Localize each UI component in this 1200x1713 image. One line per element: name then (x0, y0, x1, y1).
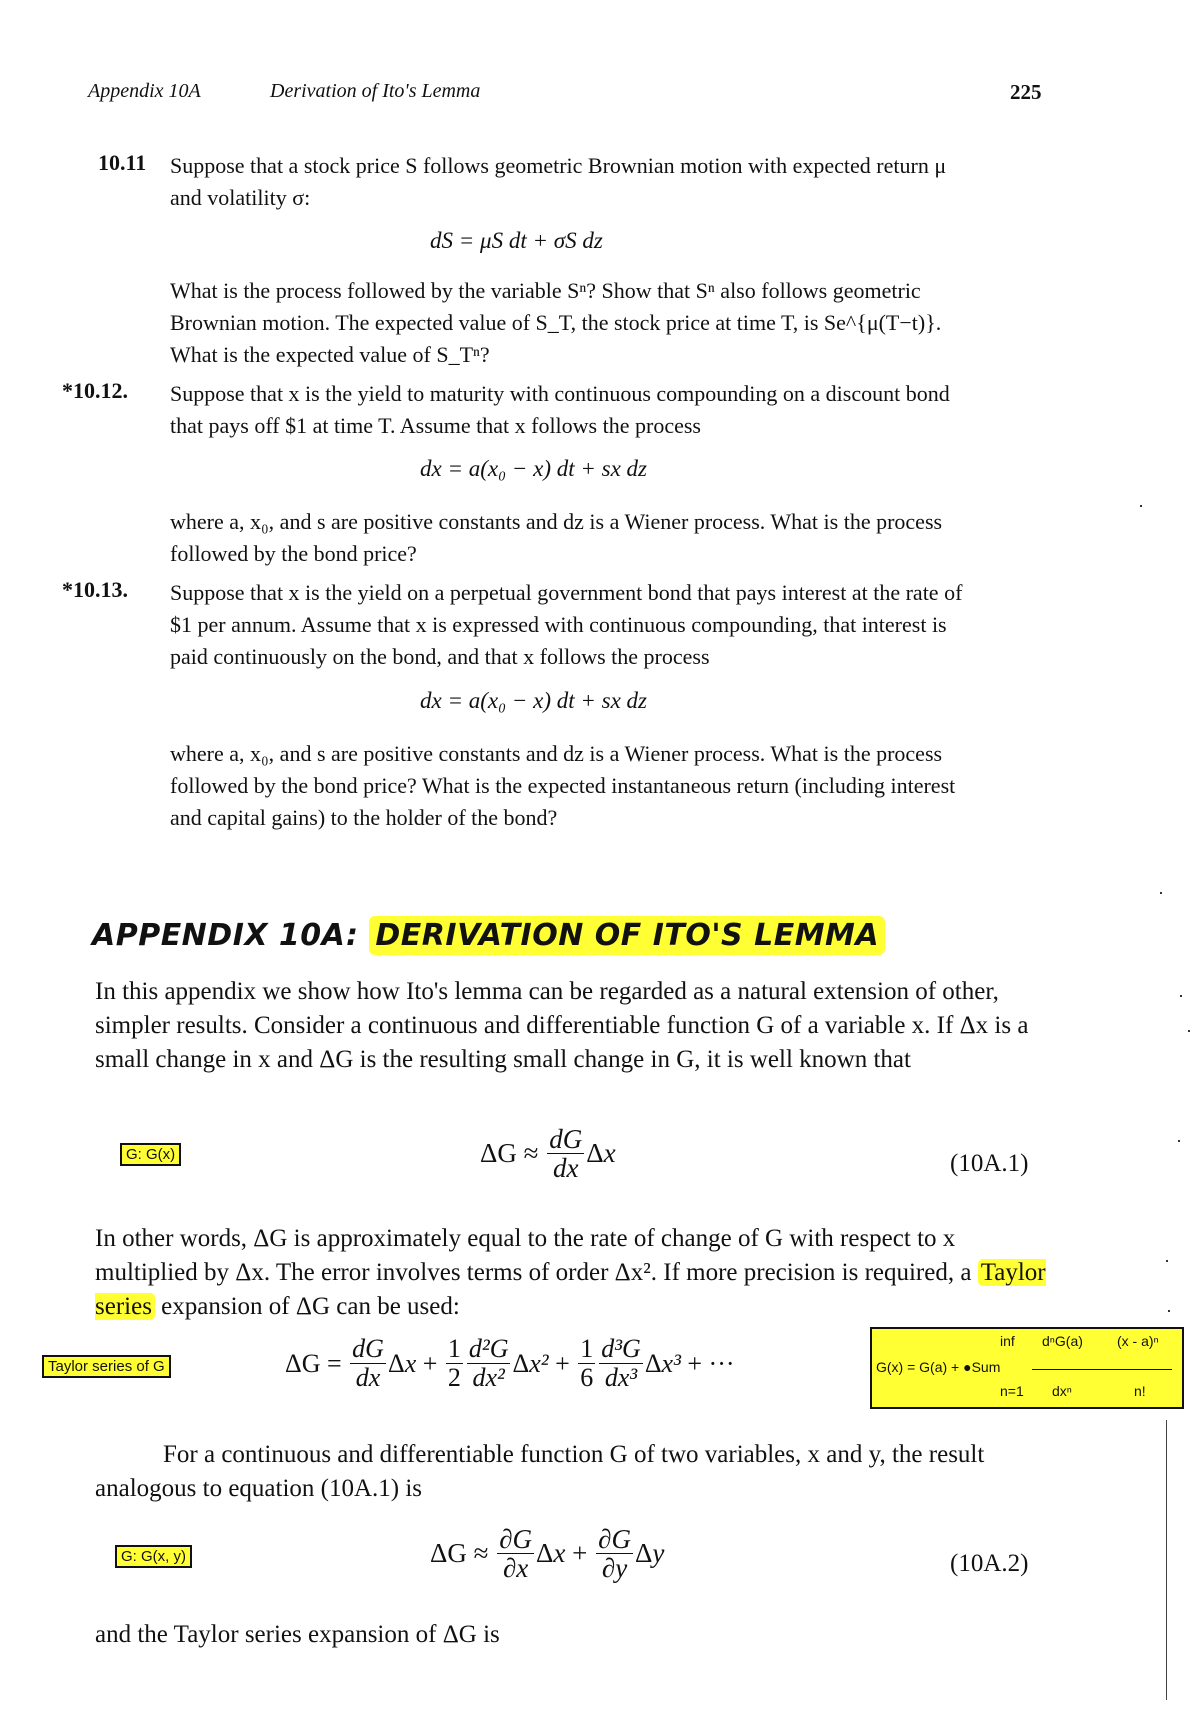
equation: dx = a(x₀ − x) dt + sx dz (420, 456, 648, 481)
paragraph: For a continuous and differentiable function G of two variables, x and y, the result analogous to equation (10A.1) is (95, 1441, 985, 1502)
problem-number: *10.12. (62, 378, 128, 403)
problem-text: Suppose that x is the yield on a perpetual government bond that pays interest at the rate of $1 per annum. Assume that x is expressed with continuous compounding, that interest is paid continuously on the bond, and that x follows the process (170, 580, 963, 669)
note-text: dxⁿ (1052, 1383, 1072, 1399)
annotation-note: G: G(x) (120, 1143, 181, 1166)
note-text: n! (1134, 1383, 1146, 1399)
equation: dS = μS dt + σS dz (430, 228, 603, 253)
problem-text: where a, x₀, and s are positive constants and dz is a Wiener process. What is the process followed by the bond price? What is the expected instantaneous return (including interest and capital gains) to the holder of the bond? (170, 741, 956, 830)
equation-10a2: ΔG ≈ $\frac{\partial G}{\partial x}$ Δ x + $\frac{\partial G}{\partial y}$ Δ y (430, 1524, 665, 1583)
note-text: dⁿG(a) (1042, 1333, 1083, 1349)
taylor-formula-note (870, 1327, 1184, 1409)
paragraph-text: expansion of ΔG can be used: (161, 1293, 460, 1320)
heading-prefix: APPENDIX 10A: (92, 918, 359, 953)
problem-number: *10.13. (62, 577, 128, 602)
annotation-note: Taylor series of G (42, 1355, 171, 1378)
equation-10a1: ΔG ≈ $\frac{dG}{dx}$ Δ x (480, 1124, 616, 1183)
note-text: G(x) = G(a) + ●Sum (876, 1359, 1001, 1375)
paragraph: and the Taylor series expansion of ΔG is (95, 1621, 500, 1648)
equation-number: (10A.1) (950, 1150, 1029, 1177)
problem-text: Suppose that a stock price S follows geometric Brownian motion with expected return μ and volatility σ: (170, 153, 947, 210)
taylor-expansion: ΔG = $\frac{dG}{dx}$ Δ x + $\frac{1}{2}$ $\frac{\text{d²G}}{\text{dx²}}$ Δ x² + $\frac{1}{6}$ $\frac{\text{d³G}}{\text{dx³}}$ Δ x³ + ··· (285, 1334, 735, 1392)
problem-text: What is the process followed by the variable Sⁿ? Show that Sⁿ also follows geometric Brownian motion. The expected value of S_T, the stock price at time T, is Se^{μ(T−t)}. What is the expected value of S_Tⁿ? (170, 278, 942, 367)
fraction-line (1032, 1369, 1172, 1370)
heading-highlight: DERIVATION OF ITO'S LEMMA (369, 916, 885, 955)
paragraph (95, 1222, 1055, 1324)
problem-text: Suppose that x is the yield to maturity with continuous compounding on a discount bond that pays off $1 at time T. Assume that x follows the process (170, 381, 950, 438)
annotation-note: G: G(x, y) (115, 1545, 192, 1568)
note-text: n=1 (1000, 1383, 1024, 1399)
running-header-title: Derivation of Ito's Lemma (270, 80, 481, 102)
paragraph: In this appendix we show how Ito's lemma can be regarded as a natural extension of other, simpler results. Consider a continuous and differentiable function G of a variable x. If Δx is a small change in x and ΔG is the resulting small change in G, it is well known that (95, 978, 1029, 1073)
section-heading (92, 918, 885, 953)
problem-number: 10.11 (98, 150, 147, 175)
note-text: inf (1000, 1333, 1015, 1349)
highlight-taylor: Taylor series (95, 1259, 1046, 1320)
equation-number: (10A.2) (950, 1550, 1029, 1577)
paragraph-text: In other words, ΔG is approximately equal to the rate of change of G with respect to x multiplied by Δx. The error involves terms of order Δx². If more precision is required, a (95, 1225, 972, 1286)
note-text: (x - a)ⁿ (1117, 1333, 1159, 1349)
page-number: 225 (1010, 80, 1042, 104)
equation: dx = a(x₀ − x) dt + sx dz (420, 688, 648, 713)
running-header-appendix: Appendix 10A (88, 80, 201, 102)
problem-text: where a, x₀, and s are positive constants and dz is a Wiener process. What is the process followed by the bond price? (170, 509, 943, 566)
